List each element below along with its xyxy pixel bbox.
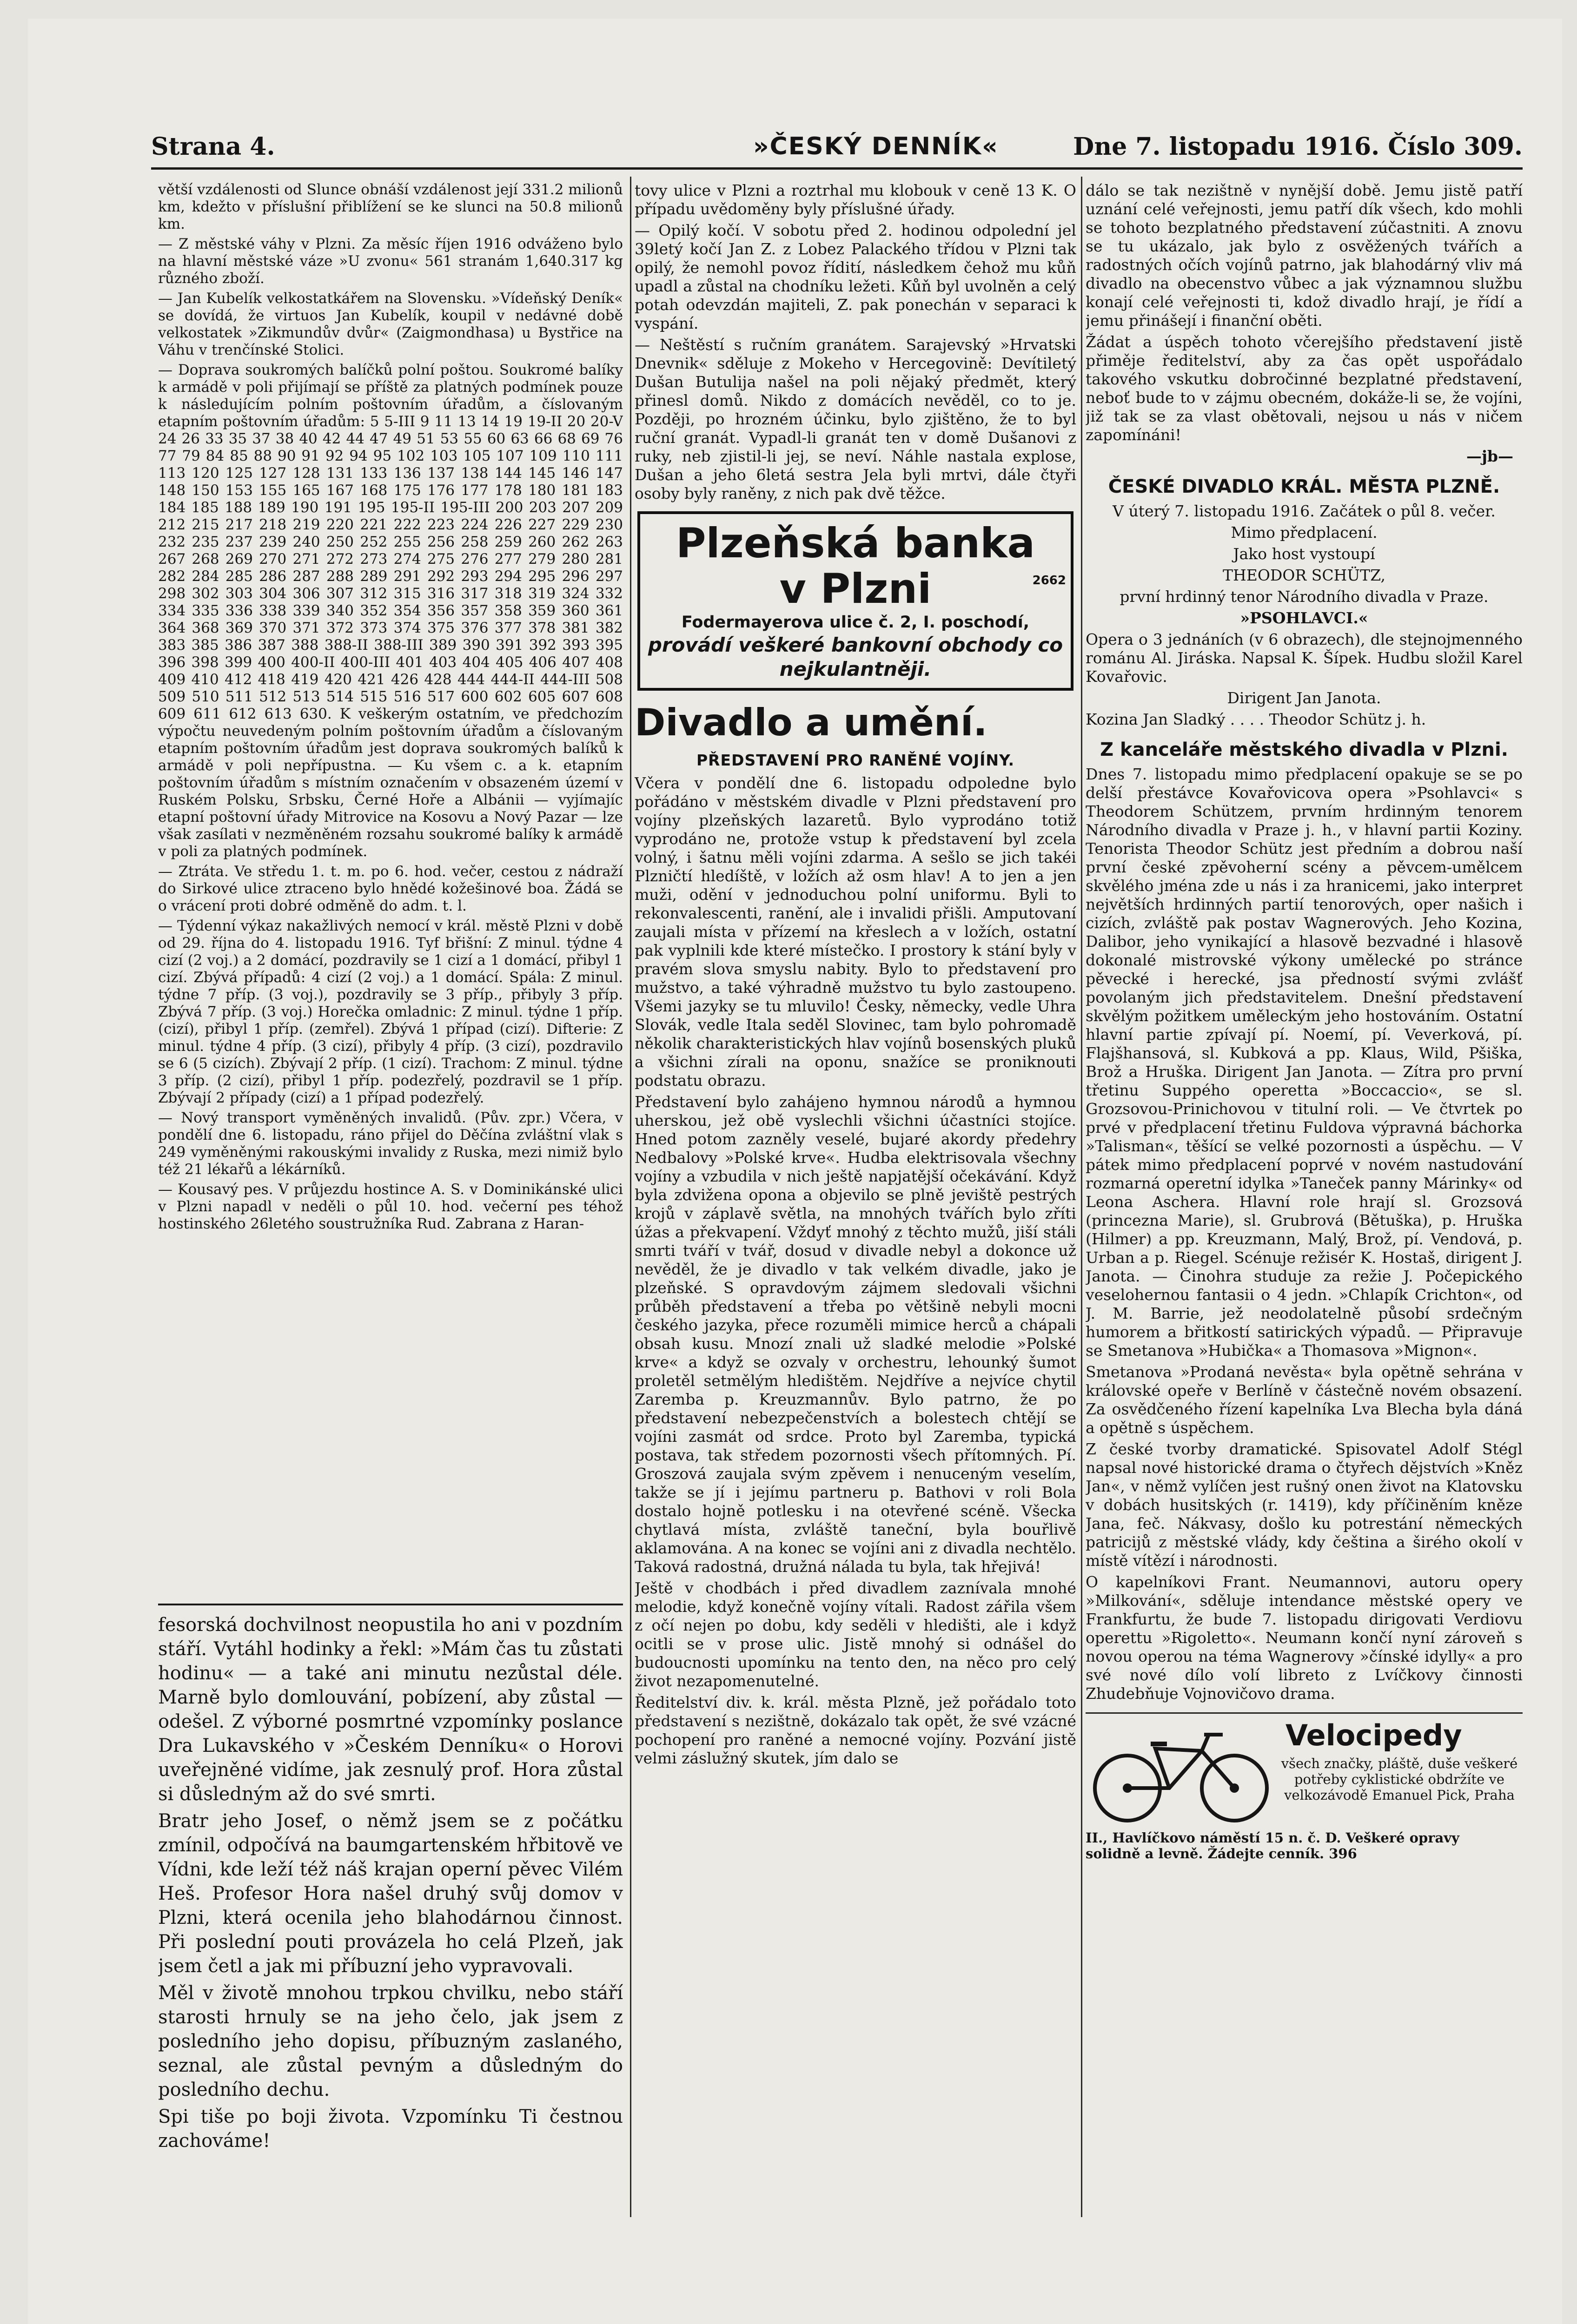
paragraph: Měl v životě mnohou trpkou chvilku, nebo stáří starosti hrnuly se na jeho čelo, jak jsem z posledního jeho dopisu, příbuzným zaslaného, seznal, ale zůstal pevným a důsledným do posledního dechu. bbox=[158, 1982, 623, 2100]
news-item: — Týdenní výkaz nakažlivých nemocí v král. městě Plzni v době od 29. října do 4. listopadu 1916. Tyf břišní: Z minul. týdne 4 cizí (2 voj.) a 2 domácí, pozdravily se 1 cizí a 1 domácí, přibyl 1 cizí. Zbývá případů: 4 cizí (2 voj.) a 1 domácí. Spála: Z minul. týdne 7 příp. (3 voj.), pozdravily se 3 příp., přibyly 3 příp. Zbývá 7 příp. (3 voj.) Horečka omladnic: Z minul. týdne 1 příp. (cizí), přibyl 1 příp. (zemřel). Zbývá 1 případ (cizí). Difterie: Z minul. týdne 4 příp. (3 cizí), přibyly 4 příp. (3 cizí), pozdravilo se 6 (5 cizích). Zbývají 2 příp. (1 cizí). Trachom: Z minul. týdne 3 příp. (2 cizí), přibyl 1 příp. podezřelý, pozdravil se 1 příp. Zbývají 2 případy (cizí) a 1 případ podezřelý. bbox=[158, 918, 623, 1106]
news-item: — Doprava soukromých balíčků polní poštou. Soukromé balíky k armádě v poli přijímají se příště za platných podmínek pouze k následujícím polním poštovním úřadům, a číslovaným etapním poštovním úřadům: 5 5-III 9 11 13 14 19 19-II 20 20-V 24 26 33 35 37 38 40 42 44 47 49 51 53 55 60 63 66 68 69 76 77 79 84 85 88 90 91 92 94 95 102 103 105 107 109 110 111 113 120 125 127 128 131 133 136 137 138 144 145 146 147 148 150 153 155 165 167 168 175 176 177 178 180 181 183 184 185 188 189 190 191 195 195-II 195-III 200 203 207 209 212 215 217 218 219 220 221 222 223 224 226 227 229 230 232 235 237 239 240 250 252 255 256 258 259 260 262 263 267 268 269 270 271 272 273 274 275 276 277 279 280 281 282 284 285 286 287 288 289 291 292 293 294 295 296 297 298 302 303 304 306 307 312 315 316 317 318 319 324 332 334 335 336 338 339 340 352 354 356 357 358 359 360 361 364 368 369 370 371 372 373 374 375 376 377 378 381 382 383 385 386 387 388 388-II 388-III 389 390 391 392 393 395 396 398 399 400 400-II 400-III 401 403 404 405 406 407 408 409 410 412 418 419 420 421 426 428 444 444-II 444-III 508 509 510 511 512 513 514 515 516 517 600 602 605 607 608 609 611 612 613 630. K veškerým ostatním, ve předchozím výpočtu neuvedeným polním poštovním úřadům a číslovaným etapním poštovním úřadům jest doprava soukromých balíků k armádě v poli nepřípustna. — Ku všem c. a k. etapním poštovním úřadům s místním označením v obsazeném území v Ruském Polsku, Srbsku, Černé Hoře a Albánii — vyjímajíc etapní poštovní úřady Mitrovice na Kosovu a Nový Pazar — lze však zasílati v nezměněném rozsahu soukromé balíky k armádě v poli za platných podmínek. bbox=[158, 362, 623, 860]
program-line: Dirigent Jan Janota. bbox=[1227, 689, 1381, 707]
ad-text: všech značky, pláště, duše veškeré potřeby cyklistické obdržíte ve velkozávodě Emanuel Pick, Praha bbox=[1281, 1756, 1518, 1803]
paragraph: fesorská dochvilnost neopustila ho ani v pozdním stáří. Vytáhl hodinky a řekl: »Mám čas tu zůstati hodinu« — a také ani minutu nezůstal déle. Marně bylo domlouvání, pobízení, aby zůstal — odešel. Z výborné posmrtné vzpomínky poslance Dra Lukavského v »Českém Denníku« o Horovi uveřejněné vidíme, jak zesnulý prof. Hora zůstal si důsledným až do své smrti. bbox=[158, 1614, 623, 1805]
left-column-obituary bbox=[158, 1613, 623, 2203]
program-line: V úterý 7. listopadu 1916. Začátek o půl 8. večer. bbox=[1113, 502, 1496, 520]
news-item: O kapelníkovi Frant. Neumannovi, autoru opery »Milkování«, sděluje intendance městské opery ve Frankfurtu, že bude 7. listopadu dirigovati Verdiovu operettu »Rigoletto«. Neumann končí nyní zároveň s novou operou na téma Wagnerovy »čínské idylly« a pro své nové dílo volí libreto z Lvíčkovy činnosti Zhudebňuje Vojnovičovo drama. bbox=[1086, 1573, 1523, 1703]
program-line: Opera o 3 jednáních (v 6 obrazech), dle stejnojmenného románu Al. Jiráska. Napsal K. Šípek. Hudbu složil Karel Kovařovic. bbox=[1086, 630, 1523, 686]
program-line: Jako host vystoupí bbox=[1233, 545, 1375, 563]
news-item: — Kousavý pes. V průjezdu hostince A. S. v Dominikánské ulici v Plzni napadl v neděli o půl 10. hod. večerní pes téhož hostinského 26letého soustružníka Rud. Zabrana z Haran- bbox=[158, 1181, 623, 1232]
bank-slogan: provádí veškeré bankovní obchody co nejkulantněji. bbox=[648, 634, 1063, 680]
news-item: tovy ulice v Plzni a roztrhal mu klobouk v ceně 13 K. O případu uvědoměny byly příslušné úřady. bbox=[635, 181, 1076, 218]
paragraph: Ředitelství div. k. král. města Plzně, jež pořádalo toto představení s nezištně, dokázalo tak opět, že své vzácné pochopení pro raněné a nemocné vojíny. Pozvání jistě velmi záslužný skutek, jím dalo se bbox=[635, 1693, 1076, 1767]
article-title: PŘEDSTAVENÍ PRO RANĚNÉ VOJÍNY. bbox=[696, 751, 1015, 769]
left-column bbox=[158, 181, 623, 1599]
opera-title: »PSOHLAVCI.« bbox=[1240, 609, 1368, 627]
left-column-rule bbox=[158, 1604, 623, 1605]
column-divider-1 bbox=[630, 177, 631, 2217]
page-number: Strana 4. bbox=[151, 132, 275, 161]
paragraph: Dnes 7. listopadu mimo předplacení opakuje se se po delší přestávce Kovařovicova opera »Psohlavci« s Theodorem Schützem, prvním hrdinným tenorem Národního divadla v Praze j. h., v hlavní partii Koziny. Tenorista Theodor Schütz jest předním a dobrou naší první české zpěvoherní scény a pěvcem-umělcem skvělého jména zde u nás i za hranicemi, jako interpret největších hrdinných partií tenorových, oper našich i cizích, zvláště pak postav Wagnerových. Jeho Kozina, Dalibor, jeho vynikající a hlasově bezvadné i hlasově dokonalé mistrovské výkony umělecké po stránce pěvecké i herecké, jsa předností svými zvlášť povolaným jich představitelem. Dnešní představení skvělým požitkem uměleckým jeho hostováním. Ostatní hlavní partie zpívají pí. Noemí, pí. Veverková, pí. Flajšhansová, sl. Kubková a pp. Klaus, Wild, Pšiška, Brož a Hruška. Dirigent Jan Janota. — Zítra pro první třetinu Suppého operetta »Boccaccio«, se sl. Grozsovou-Prinichovou v titulní roli. — Ve čtvrtek po prvé v předplacení třetinu Fuldova výpravná báchorka »Talisman«, těšící se velké pozornosti a úspěchu. — V pátek mimo předplacení poprvé v novém nastudování rozmarná operetní idylka »Taneček panny Márinky« od Leona Aschera. Hlavní role hrají sl. Grozsová (princezna Marie), sl. Grubrová (Bětuška), p. Hruška (Hilmer) a pp. Kreuzmann, Malý, Brož, pí. Vendová, p. Urban a p. Riegel. Scénuje režisér K. Hostaš, dirigent J. Janota. — Činohra studuje za režie J. Počepického veselohernou fantasii o 4 jedn. »Chlapík Crichton«, od J. M. Barrie, jež neodolatelně působí srdečným humorem a břitkostí satirických výpadů. — Připravuje se Smetanova »Hubička« a Thomasova »Mignon«. bbox=[1086, 765, 1523, 1360]
bank-advertisement bbox=[637, 511, 1073, 691]
paragraph: Žádat a úspěch tohoto včerejšího představení jistě přiměje ředitelství, aby za čas opět uspořádalo takového vskutku dobročinné bezplatné představení, neboť bude to v zájmu obecném, dokáže-li se, že vojíni, již tak se za vlast obětovali, nejsou u nás v ničem zapomínáni! bbox=[1086, 333, 1523, 444]
paragraph: Ještě v chodbách i před divadlem zaznívala mnohé melodie, když konečně vojíny vítali. Radost zářila všem z očí nejen po dobu, kdy seděli v hledišti, ale i když ocitli se v prose ulic. Jistě mnohý si odnášel do budoucnosti upomínku na tento den, na něco pro celý život nezapomenutelné. bbox=[635, 1579, 1076, 1690]
section-title: Divadlo a umění. bbox=[635, 701, 987, 744]
author-signature: —jb— bbox=[1466, 447, 1513, 465]
bank-address: Fodermayerova ulice č. 2, I. poschodí, bbox=[681, 613, 1030, 632]
program-line: THEODOR SCHÜTZ, bbox=[1222, 566, 1386, 584]
middle-column bbox=[635, 181, 1076, 2203]
news-item: Z české tvorby dramatické. Spisovatel Adolf Stégl napsal nové historické drama o čtyřech dějstvích »Kněz Jan«, v němž vylíčen jest rušný onen život na Klatovsku v dobách husitských (r. 1419), kdy příčiněním kněze Jana, feč. Nákvasy, došlo ku potrestání německých patricijů z městské vlády, kdy čeština a širého okolí v místě vítězí i národnosti. bbox=[1086, 1440, 1523, 1570]
newspaper-title: »ČESKÝ DENNÍK« bbox=[753, 132, 999, 160]
bicycle-advertisement bbox=[1086, 1712, 1523, 1862]
program-line: Mimo předplacení. bbox=[1231, 523, 1378, 541]
page-header bbox=[151, 132, 1523, 160]
news-item: větší vzdálenosti od Slunce obnáší vzdálenost její 331.2 milionů km, kdežto v příslušní přiblížení se ke slunci na 50.8 milionů km. bbox=[158, 181, 623, 232]
news-item: — Jan Kubelík velkostatkářem na Slovensku. »Vídeňský Deník« se dovídá, že virtuos Jan Kubelík, koupil v nedávné době velkostatek »Zikmundův dvůr« (Zaigmondhasa) u Bystřice na Váhu v trenčínské Stolici. bbox=[158, 290, 623, 358]
ad-address: II., Havlíčkovo náměstí 15 n. č. D. Veškeré opravy solidně a levně. Žádejte cenník. 396 bbox=[1086, 1830, 1459, 1862]
program-line: Kozina Jan Sladký . . . . Theodor Schütz j. h. bbox=[1086, 710, 1426, 728]
column-divider-2 bbox=[1081, 177, 1082, 2217]
bicycle-icon bbox=[1086, 1723, 1276, 1825]
news-item: — Z městské váhy v Plzni. Za měsíc říjen 1916 odváženo bylo na hlavní městské váze »U zvonu« 561 stranám 1,640.317 kg různého zboží. bbox=[158, 236, 623, 287]
header-rule bbox=[151, 167, 1523, 170]
bank-city: v Plzni bbox=[779, 565, 932, 613]
paragraph: Spi tiše po boji života. Vzpomínku Ti čestnou zachováme! bbox=[158, 2106, 623, 2152]
paragraph: Včera v pondělí dne 6. listopadu odpoledne bylo pořádáno v městském divadle v Plzni představení pro vojíny plzeňských lazaretů. Bylo vyprodáno totiž vyprodáno ne, protože vstup k představení byl zcela volný, i šatnu měli vojíni zdarma. A sešlo se jich takéi Plzničtí hledíště, v ložích až osm hlav! A to jen a jen muži, odění v jednoduchou polní uniformu. Byli to rekonvalescenti, ranění, ale i invalidi přišli. Amputovaní zaujali místa v přízemí na křeslech a v ložích, ostatní pak vyplnili kde které místečko. I prostory k stání byly v pravém slova smyslu nabity. Bylo to představení pro mužstvo, a také výhradně mužstvo tu bylo zastoupeno. Všemi jazyky se tu mluvilo! Česky, německy, vedle Uhra Slovák, vedle Itala seděl Slovinec, tam bylo pohromadě několik charakteristických hlav vojínů bosenských pluků a všichni zírali na oponu, snažíce se proniknouti podstatu obrazu. bbox=[635, 774, 1076, 1089]
paragraph: Představení bylo zahájeno hymnou národů a hymnou uherskou, jež obě vyslechli všichni účastníci stojíce. Hned potom zazněly veselé, bujaré akordy předehry Nedbalovy »Polské krve«. Hudba elektrisovala všechny vojíny a vzbudila v nich ještě napjatější očekávání. Když byla zdvižena opona a objevilo se plně jeviště pestrých krojů v záplavě světla, na mnohých tvářích bylo zříti úžas a překvapení. Vždyť mnohý z těchto mužů, jiší stáli smrti tváří v tvář, dosud v divadle nebyl a dokonce už nevěděl, že je divadlo v tak velkém divadle, jako je plzeňské. S opravdovým zájmem sledovali všichni průběh představení a třeba po většině nebyli mocni českého jazyka, přece rozuměli mimice herců a chápali obsah kusu. Mnozí znali už sladké melodie »Polské krve« a když se ozvaly v orchestru, lehounký šumot proletěl setmělým hledištěm. Nejdříve a nejvíce chytil Zaremba p. Kreuzmannův. Bylo patrno, že po představení nebezpečenstvích a bolestech chtějí se vojíni zasmát od srdce. Proto byl Zaremba, typická postava, tak středem pozornosti všech přítomných. Pí. Groszová zaujala svým zpěvem i nenuceným veselím, takže se jí i jejímu partneru p. Bathovi v roli Bola dostalo hojně potlesku i na otevřené scéně. Všecka chytlavá místa, zvláště taneční, byla bouřlivě aklamována. A na konec se vojíni ani z divadla nechtělo. Taková radostná, družná nálada tu byla, tak hřejivá! bbox=[635, 1093, 1076, 1576]
office-title: Z kanceláře městského divadla v Plzni. bbox=[1100, 739, 1508, 760]
issue-date: Dne 7. listopadu 1916. Číslo 309. bbox=[1073, 132, 1523, 161]
news-item: — Ztráta. Ve středu 1. t. m. po 6. hod. večer, cestou z nádraží do Sirkové ulice ztraceno bylo hnědé kožešinové boa. Žádá se o vrácení proti dobré odměně do adm. t. l. bbox=[158, 863, 623, 914]
paragraph: dálo se tak nezištně v nynější době. Jemu jistě patří uznání celé veřejnosti, jemu patří dík všech, kdo mohli se tohoto bezplatného představení zúčastniti. A znovu se tu ukázalo, jak bylo z osvěžených tvářích a radostných očích vojínů patrno, jak blahodárný vliv má divadlo na obecenstvo vůbec a jak významnou službu konají celé veřejnosti ti, kdož divadlo hrají, je řídí a jemu přinášejí i finanční oběti. bbox=[1086, 181, 1523, 330]
bank-name: Plzeňská banka bbox=[676, 519, 1035, 567]
program-line: první hrdinný tenor Národního divadla v Praze. bbox=[1120, 588, 1489, 606]
news-item: — Opilý kočí. V sobotu před 2. hodinou odpolední jel 39letý kočí Jan Z. z Lobez Palackého třídou v Plzni tak opilý, že nemohl povoz řídití, následkem čehož mu kůň upadl a zůstal na chodníku ležeti. Kůň byl uvolněn a celý potah odevzdán majiteli, Z. pak ponechán v separaci k vyspání. bbox=[635, 221, 1076, 332]
news-item: Smetanova »Prodaná nevěsta« byla opětně sehrána v královské opeře v Berlíně v částečně novém obsazení. Za osvědčeného řízení kapelníka Lva Blecha byla dáná a opětně s úspěchem. bbox=[1086, 1363, 1523, 1437]
right-column bbox=[1086, 181, 1523, 2203]
paragraph: Bratr jeho Josef, o němž jsem se z počátku zmínil, odpočívá na baumgartenském hřbitově ve Vídni, kde leží též náš krajan operní pěvec Vilém Heš. Profesor Hora našel druhý svůj domov v Plzni, která ocenila jeho blahodárnou činnost. Při poslední pouti provázela ho celá Plzeň, jak jsem četl a jak mi příbuzní jeho vypravovali. bbox=[158, 1810, 623, 1977]
ad-number: 2662 bbox=[1032, 574, 1066, 588]
news-item: — Nový transport vyměněných invalidů. (Pův. zpr.) Včera, v pondělí dne 6. listopadu, ráno přijel do Děčína zvláštní vlak s 249 vyměněnými rakouskými invalidy z Ruska, mezi nimiž bylo též 21 lékařů a lékárníků. bbox=[158, 1109, 623, 1178]
theatre-program-title: ČESKÉ DIVADLO KRÁL. MĚSTA PLZNĚ. bbox=[1108, 476, 1500, 497]
news-item: — Neštěstí s ručním granátem. Sarajevský »Hrvatski Dnevnik« sděluje z Mokeho v Hercegovině: Devítiletý Dušan Butulija našel na poli nějaký předmět, který přinesl domů. Nikdo z domácích nevěděl, co to je. Později, po hrozném účinku, bylo zjištěno, že to byl ruční granát. Vypadl-li granát ten v domě Dušanovi z ruky, neb zjistil-li jej, se neví. Náhle nastala explose, Dušan a jeho 6letá sestra Jela byli mrtvi, dále čtyři osoby byly raněny, z nich pak dvě těžce. bbox=[635, 336, 1076, 502]
ad-title: Velocipedy bbox=[1285, 1718, 1462, 1752]
